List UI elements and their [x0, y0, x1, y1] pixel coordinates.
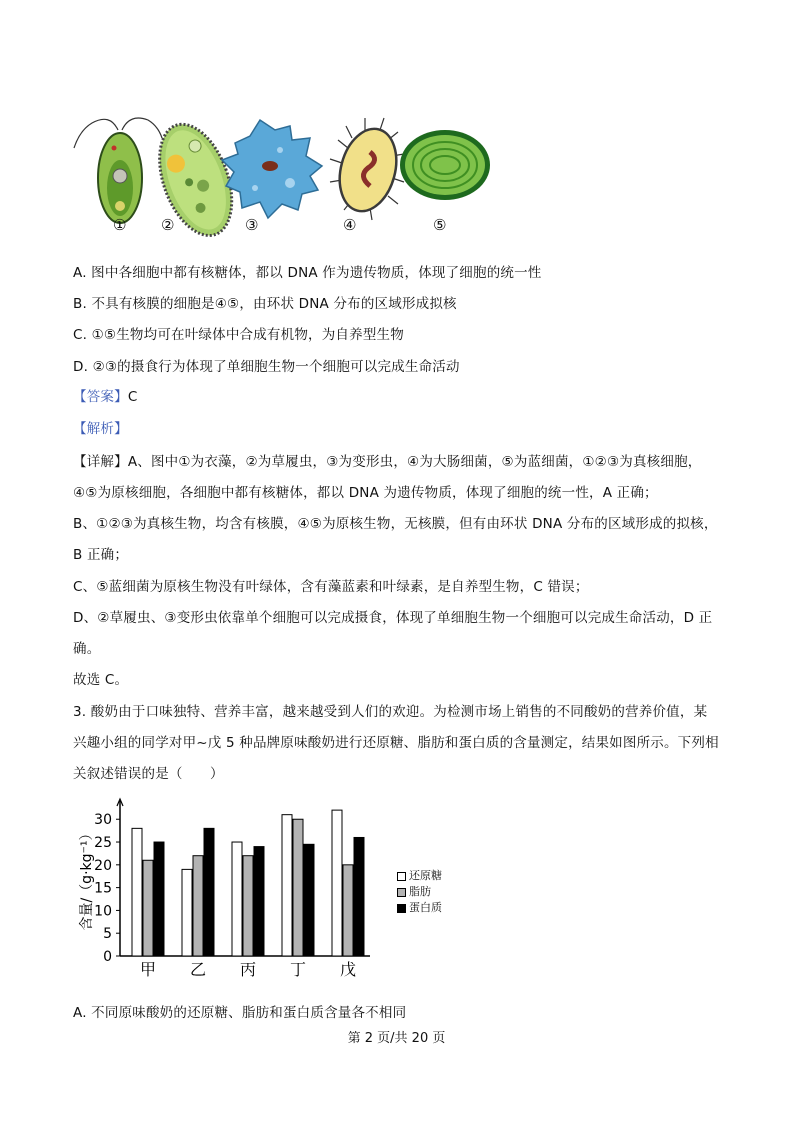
explanation-line-6: D、②草履虫、③变形虫依靠单个细胞可以完成摄食，体现了单细胞生物一个细胞可以完成生命活动，D 正	[73, 610, 713, 626]
analysis-tag: 【解析】	[73, 421, 128, 437]
explanation-line-3: B、①②③为真核生物，均含有核膜，④⑤为原核生物，无核膜，但有由环状 DNA 分布的区域形成的拟核，	[73, 516, 718, 532]
y-tick-label: 25	[94, 835, 112, 852]
bar-蛋白质	[154, 842, 164, 956]
answer-tag: 【答案】	[73, 389, 128, 405]
bar-脂肪	[193, 856, 203, 956]
explanation-tag: 【详解】	[73, 454, 128, 470]
chlamydomonas-image	[74, 118, 162, 223]
bar-脂肪	[343, 865, 353, 956]
x-tick-label: 丙	[239, 960, 257, 979]
cyanobacterium-image	[400, 130, 490, 200]
amoeba-image	[222, 120, 322, 218]
bar-脂肪	[143, 860, 153, 956]
legend-item-protein	[397, 900, 442, 916]
x-tick-label: 戊	[339, 960, 357, 979]
bar-还原糖	[182, 869, 192, 956]
explanation-line-4: B 正确；	[73, 547, 129, 563]
option-c: C. ①⑤生物均可在叶绿体中合成有机物，为自养型生物	[73, 327, 404, 343]
option-d: D. ②③的摄食行为体现了单细胞生物一个细胞可以完成生命活动	[73, 359, 460, 375]
bar-还原糖	[282, 815, 292, 956]
bar-还原糖	[332, 810, 342, 956]
page-footer: 第 2 页/共 20 页	[347, 1031, 446, 1046]
y-tick-label: 0	[103, 949, 112, 965]
y-tick-label: 30	[94, 812, 112, 829]
x-tick-label: 甲	[139, 960, 157, 979]
x-tick-label: 乙	[189, 960, 207, 979]
y-tick-label: 10	[94, 903, 112, 920]
question-3-line-1: 3. 酸奶由于口味独特、营养丰富，越来越受到人们的欢迎。为检测市场上销售的不同酸奶的营养价值，某	[73, 704, 708, 720]
option-a: A. 图中各细胞中都有核糖体，都以 DNA 作为遗传物质，体现了细胞的统一性	[73, 265, 542, 281]
legend-swatch	[397, 888, 406, 897]
y-tick-label: 20	[94, 857, 112, 874]
bar-脂肪	[243, 856, 253, 956]
legend-item-fat	[397, 884, 442, 900]
explanation-text-1: A、图中①为衣藻，②为草履虫，③为变形虫，④为大肠细菌，⑤为蓝细菌，①②③为真核细胞，	[127, 454, 702, 470]
figure-label-2: ②	[161, 216, 175, 234]
answer-line	[73, 387, 137, 407]
bar-还原糖	[132, 828, 142, 956]
x-tick-label: 丁	[289, 960, 307, 979]
explanation-line-5: C、⑤蓝细菌为原核生物没有叶绿体，含有藻蓝素和叶绿素，是自养型生物，C 错误；	[73, 579, 589, 595]
chart-legend	[397, 868, 442, 916]
bar-蛋白质	[354, 837, 364, 956]
question-3-option-a: A. 不同原味酸奶的还原糖、脂肪和蛋白质含量各不相同	[73, 1005, 407, 1021]
bar-蛋白质	[304, 844, 314, 956]
figure-label-1: ①	[113, 216, 127, 234]
bar-蛋白质	[204, 828, 214, 956]
legend-swatch	[397, 872, 406, 881]
figure-label-4: ④	[343, 216, 357, 234]
y-tick-label: 15	[94, 880, 112, 897]
legend-swatch	[397, 904, 406, 913]
y-tick-label: 5	[103, 926, 112, 943]
analysis-line	[73, 419, 128, 439]
bar-脂肪	[293, 819, 303, 956]
explanation-line-2: ④⑤为原核细胞，各细胞中都有核糖体，都以 DNA 为遗传物质，体现了细胞的统一性，A 正确；	[73, 485, 658, 501]
nutrition-bar-chart	[75, 795, 395, 990]
bar-还原糖	[232, 842, 242, 956]
explanation-line-1	[73, 452, 701, 472]
bacterium-image	[330, 118, 405, 220]
explanation-line-8: 故选 C。	[73, 672, 129, 688]
bar-蛋白质	[254, 847, 264, 956]
legend-item-reducing-sugar	[397, 868, 442, 884]
legend-label: 脂肪	[409, 885, 431, 898]
y-axis-label: 含量/（g·kg⁻¹）	[79, 826, 95, 931]
option-b: B. 不具有核膜的细胞是④⑤，由环状 DNA 分布的区域形成拟核	[73, 296, 457, 312]
legend-label: 蛋白质	[409, 901, 442, 914]
legend-label: 还原糖	[409, 869, 442, 882]
explanation-line-7: 确。	[73, 641, 101, 657]
figure-label-3: ③	[245, 216, 259, 234]
question-3-line-2: 兴趣小组的同学对甲~戊 5 种品牌原味酸奶进行还原糖、脂肪和蛋白质的含量测定，结果如图所示。下列相	[73, 735, 719, 751]
question-3-line-3: 关叙述错误的是（ ）	[73, 766, 224, 782]
figure-label-5: ⑤	[433, 216, 447, 234]
answer-value: C	[127, 389, 138, 405]
